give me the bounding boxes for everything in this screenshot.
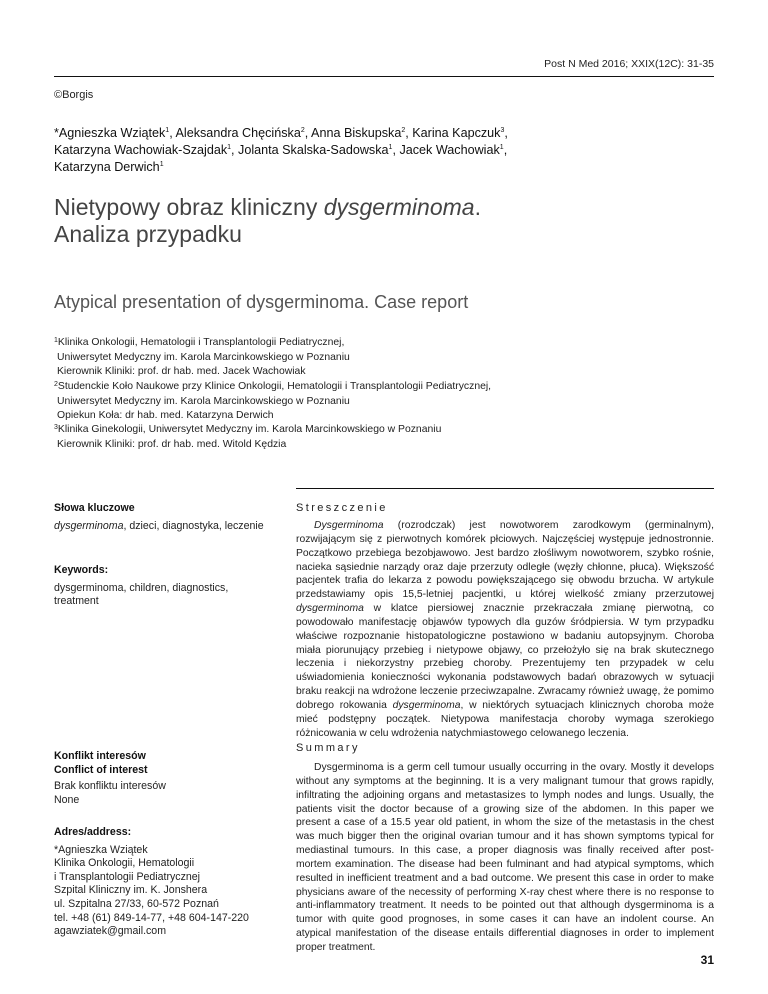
- summary-text: [296, 761, 714, 955]
- affiliation-line: $^1$Klinika Onkologii, Hematologii i Transplantologii Pediatrycznej,: [54, 337, 345, 348]
- author: Aleksandra Chęcińska$^2$,: [175, 126, 312, 140]
- streszczenie-text: [296, 519, 714, 741]
- author-list: [54, 125, 654, 176]
- affiliation-line: Kierownik Kliniki: prof. dr hab. med. Jacek Wachowiak: [57, 366, 306, 378]
- keywords-en-text: dysgerminoma, children, diagnostics, treatment: [54, 581, 229, 608]
- author: Anna Biskupska$^2$,: [311, 126, 413, 140]
- keywords-pl-text: dysgerminoma, dzieci, diagnostyka, leczenie: [54, 519, 264, 532]
- address-line: i Transplantologii Pediatrycznej: [54, 870, 201, 883]
- author: Karina Kapczuk$^3$,: [412, 126, 508, 140]
- streszczenie-paragraph: Dysgerminoma (rozrodczak) jest nowotworem zarodkowym (germinalnym), rozwijającym się z pierwotnych komórek płciowych. Najczęściej występuje jednostronnie. Początkowo przebiega bezobjawowo. Jest bardzo złośliwym nowotworem, szybko rośnie, nacieka sąsiednie narządy oraz daje przerzuty odległe (węzły chłonne, płuca). Większość pacjentek trafia do lekarza z powodu powiększającego się obwodu brzucha. W artykule przedstawiamy opis 15,5-letniej pacjentki, u której wielkość zmiany przerzutowej dysgerminoma w klatce piersiowej znacznie przekraczała zmianę pierwotną, co powodowało manifestację objawów typowych dla guzów śródpiersia. W tym przypadku właściwe rozpoznanie histopatologiczne postawiono w badaniu autopsyjnym. Choroba miała piorunujący przebieg i nietypowe objawy, co przełożyło się na brak skutecznego leczenia i niekorzystny przebieg choroby. Prezentujemy ten przypadek w celu uświadomienia konieczności wykonania podstawowych badań obrazowych w sytuacji braku reakcji na wdrożone leczenie przeciwzapalne. Zwracamy również uwagę, że pomimo dobrego rokowania dysgerminoma, w niektórych sytuacjach klinicznych choroba może mieć podstępny początek. Nietypowa manifestacja choroby wymaga szerokiego różnicowania w celu wdrożenia natychmiastowego celowanego leczenia.: [296, 520, 714, 739]
- affiliations: [54, 336, 714, 453]
- author: Agnieszka Wziątek$^1$,: [58, 126, 176, 140]
- correspondence-address: [54, 826, 266, 939]
- summary-heading: Summary: [296, 742, 360, 754]
- address-line: Szpital Kliniczny im. K. Jonshera: [54, 884, 208, 897]
- author: Jacek Wachowiak$^1$,: [399, 143, 508, 157]
- header-rule: [54, 76, 714, 77]
- affiliation-line: Opiekun Koła: dr hab. med. Katarzyna Derwich: [57, 410, 274, 422]
- address-line: tel. +48 (61) 849-14-77, +48 604-147-220: [54, 911, 249, 924]
- keywords-pl: [54, 502, 266, 533]
- address-line: Klinika Onkologii, Hematologii: [54, 857, 195, 870]
- page-number: 31: [700, 953, 714, 967]
- conflict-heading-en: Conflict of interest: [54, 763, 148, 776]
- abstract-rule: [296, 488, 714, 489]
- conflict-of-interest: [54, 750, 266, 807]
- author: Jolanta Skalska-Sadowska$^1$,: [238, 143, 400, 157]
- affiliation-line: $^3$Klinika Ginekologii, Uniwersytet Medyczny im. Karola Marcinkowskiego w Poznaniu: [54, 424, 442, 436]
- conflict-heading-pl: Konflikt interesów: [54, 750, 146, 762]
- corresponding-marker: *: [54, 126, 59, 140]
- journal-reference: Post N Med 2016; XXIX(12C): 31-35: [544, 58, 714, 70]
- keywords-en: [54, 564, 266, 609]
- address-line: *Agnieszka Wziątek: [54, 843, 148, 856]
- streszczenie-heading: Streszczenie: [296, 502, 388, 514]
- author: Katarzyna Wachowiak-Szajdak$^1$,: [54, 143, 239, 157]
- summary-paragraph: Dysgerminoma is a germ cell tumour usually occurring in the ovary. Mostly it develops without any symptoms at the beginning. It is a very malignant tumour that grows rapidly, infiltrating the adjoining organs and metastasizes to lymph nodes and lungs. Usually, the patients visit the doctor because of a growing size of the abdomen. In this paper we present a case of a 15.5 year old patient, in whom the size of the metastasis in the chest was much bigger then the original ovarian tumour and it has shown symptoms typical for mediastinal tumours. In this case, a proper diagnosis was finally received after post-mortem examination. The disease had been fulminant and had atypical symptoms, which resulted in inefficient treatment and a bad outcome. We present this case in order to make physicians aware of the necessity of performing X-ray chest where there is no response to anti-inflammatory treatment. It needs to be pointed out that although dysgerminoma is a tumor with quite good prognoses, in some cases it can have an indolent course. An atypical manifestation of the disease entails differential diagnoses in order to implement proper treatment.: [296, 762, 714, 953]
- publisher-mark: ©Borgis: [54, 89, 94, 101]
- email-link[interactable]: agawziatek@gmail.com: [54, 925, 167, 938]
- article-title-pl: Nietypowy obraz kliniczny dysgerminoma. Analiza przypadku: [54, 194, 481, 247]
- address-heading: Adres/address:: [54, 826, 132, 838]
- article-title-en: Atypical presentation of dysgerminoma. Case report: [54, 292, 469, 312]
- keywords-en-heading: Keywords:: [54, 564, 109, 576]
- author: Katarzyna Derwich$^1$: [54, 160, 164, 174]
- affiliation-line: Kierownik Kliniki: prof. dr hab. med. Witold Kędzia: [57, 439, 287, 451]
- affiliation-line: $^2$Studenckie Koło Naukowe przy Klinice Onkologii, Hematologii i Transplantologii Pediatrycznej,: [54, 380, 492, 392]
- keywords-pl-heading: Słowa kluczowe: [54, 502, 135, 514]
- conflict-text-en: None: [54, 793, 80, 806]
- affiliation-line: Uniwersytet Medyczny im. Karola Marcinkowskiego w Poznaniu: [57, 395, 350, 407]
- address-line: ul. Szpitalna 27/33, 60-572 Poznań: [54, 897, 219, 910]
- affiliation-line: Uniwersytet Medyczny im. Karola Marcinkowskiego w Poznaniu: [57, 352, 350, 364]
- conflict-text-pl: Brak konfliktu interesów: [54, 780, 166, 793]
